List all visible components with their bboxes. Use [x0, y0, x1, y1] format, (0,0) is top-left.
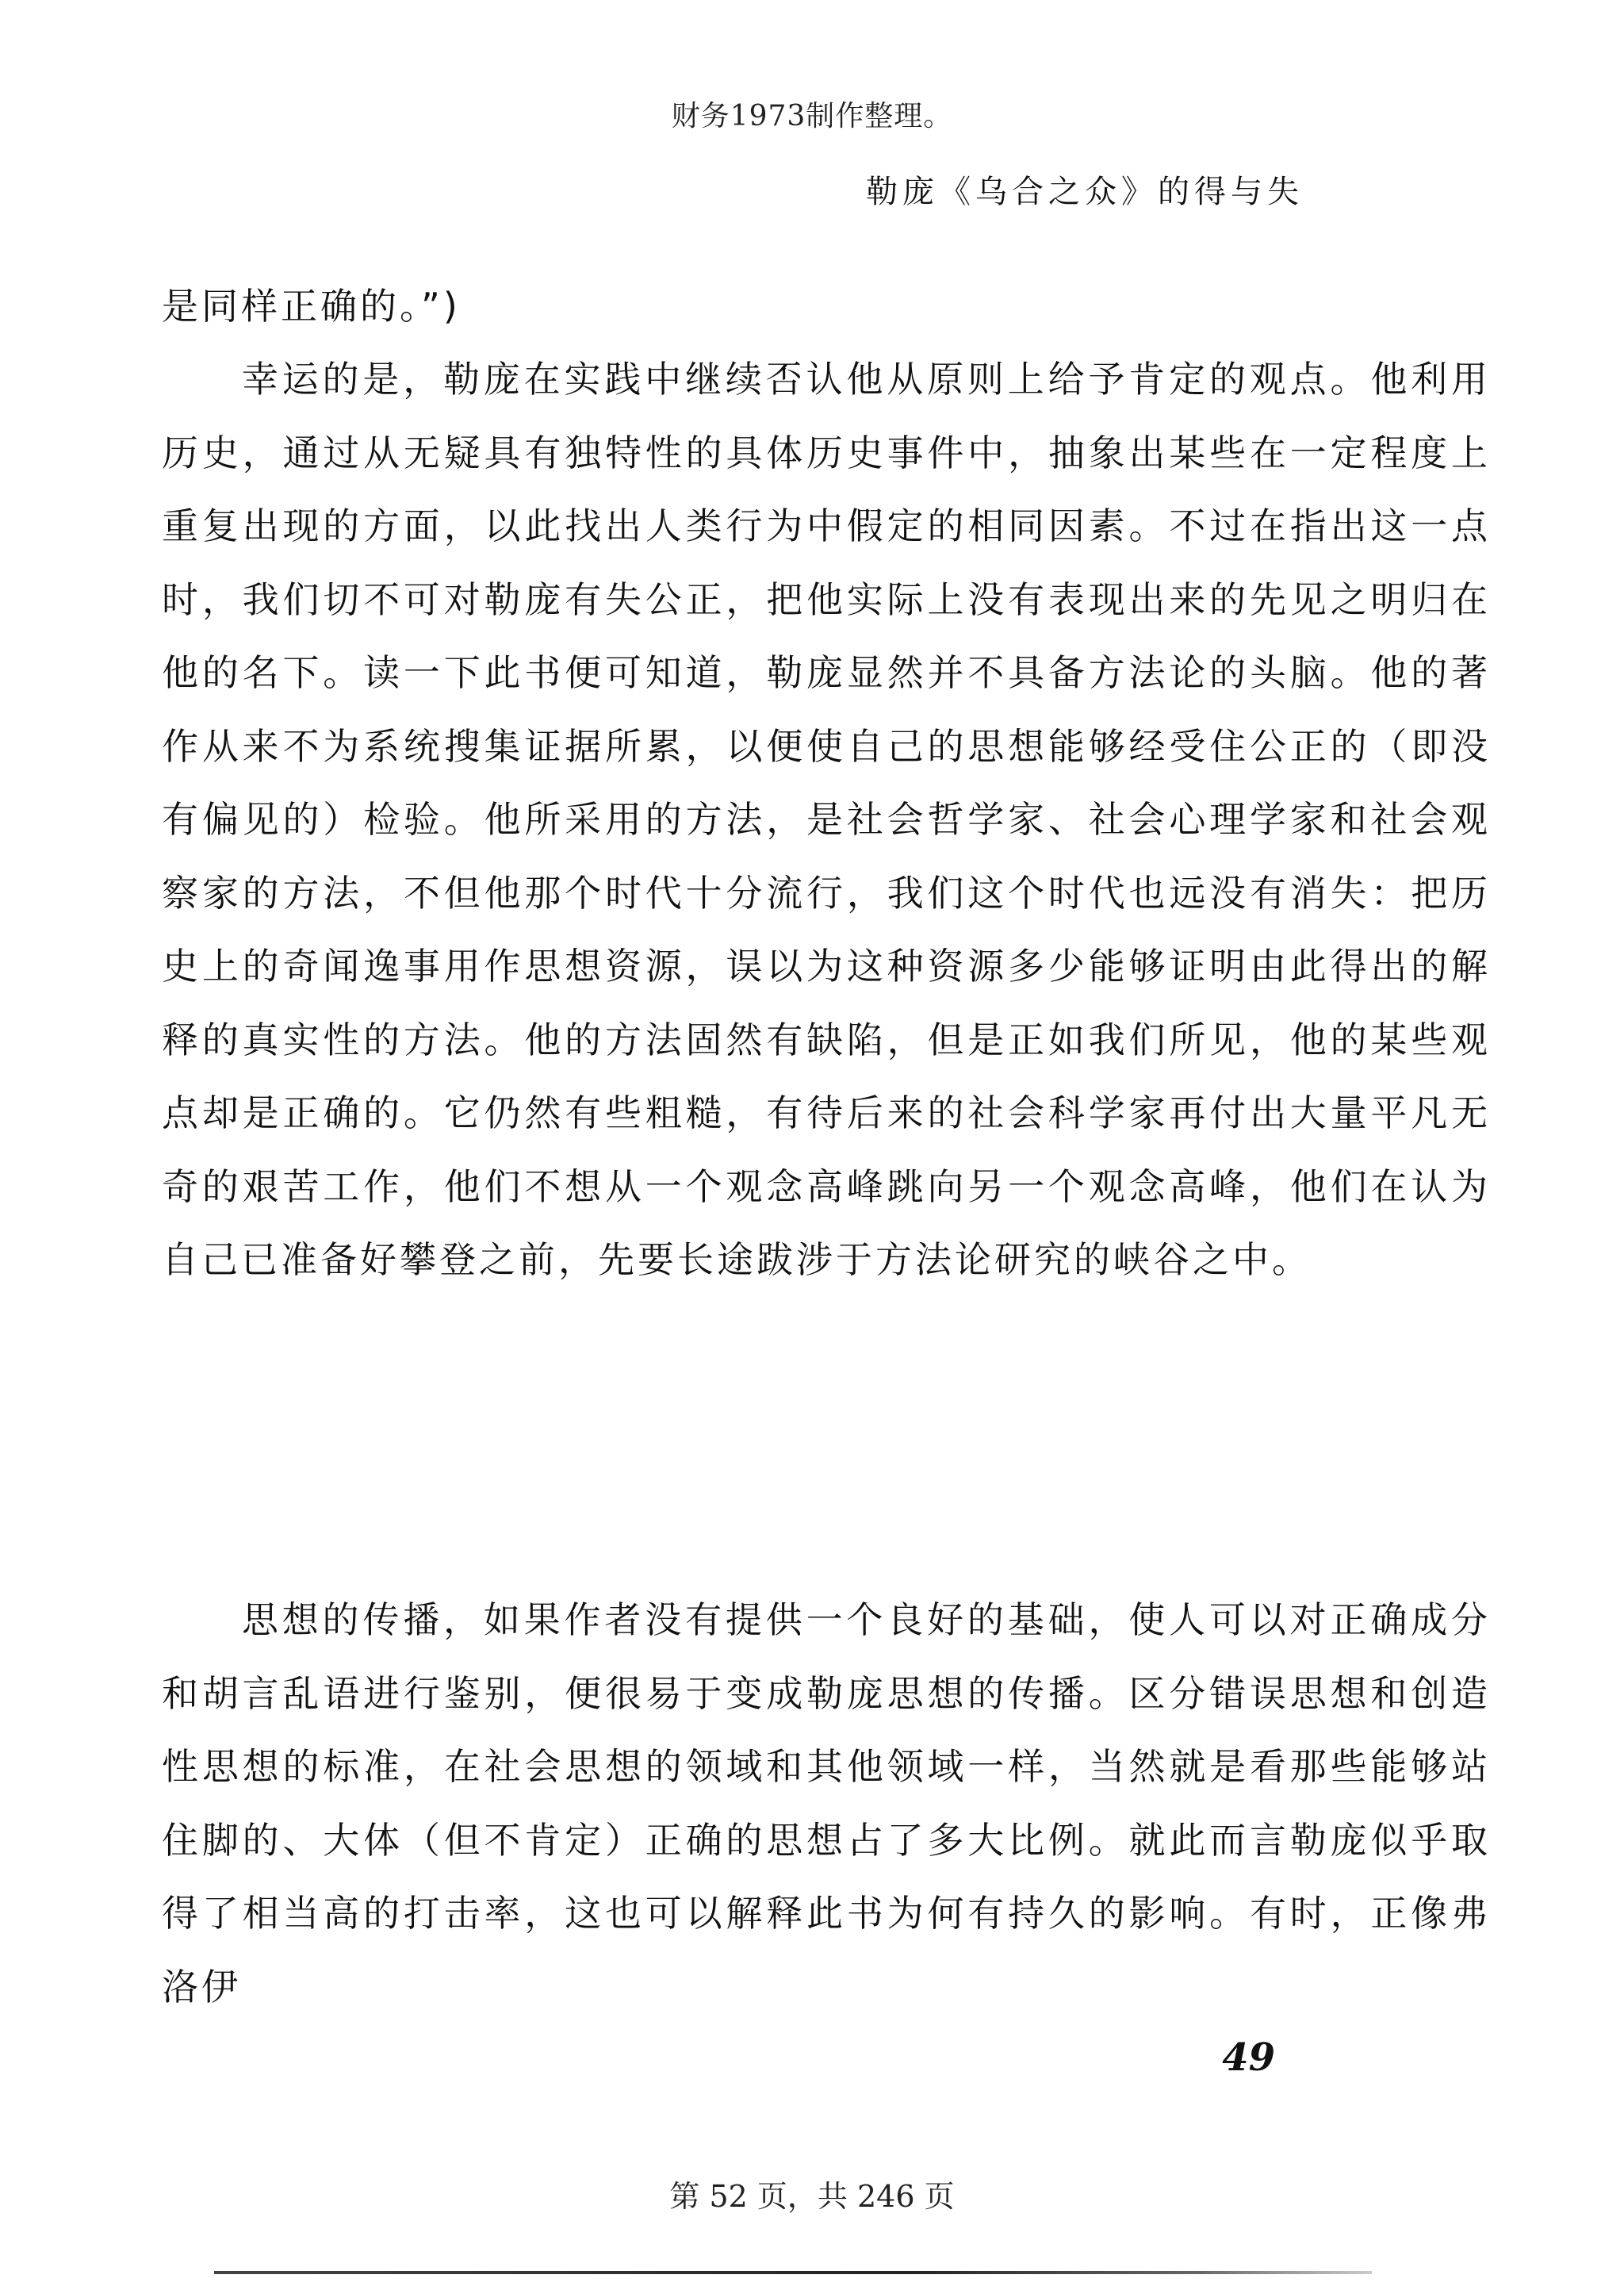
page-info: 第 52 页，共 246 页 [669, 2179, 955, 2214]
paragraph-continuation: 是同样正确的。”) [162, 285, 461, 328]
document-source-note: 财务1973制作整理。 [671, 100, 953, 132]
running-head: 勒庞《乌合之众》的得与失 [866, 174, 1304, 210]
footer-rule [214, 2271, 1372, 2274]
page-number: 49 [1222, 2035, 1275, 2080]
paragraph-main-text: 幸运的是，勒庞在实践中继续否认他从原则上给予肯定的观点。他利用历史，通过从无疑具有独特性的具体历史事件中，抽象出某些在一定程度上重复出现的方面，以此找出人类行为中假定的相同因素。不过在指出这一点时，我们切不可对勒庞有失公正，把他实际上没有表现出来的先见之明归在他的名下。读一下此书便可知道，勒庞显然并不具备方法论的头脑。他的著作从来不为系统搜集证据所累，以便使自己的思想能够经受住公正的（即没有偏见的）检验。他所采用的方法，是社会哲学家、社会心理学家和社会观察家的方法，不但他那个时代十分流行，我们这个时代也远没有消失：把历史上的奇闻逸事用作思想资源，误以为这种资源多少能够证明由此得出的解释的真实性的方法。他的方法固然有缺陷，但是正如我们所见，他的某些观点却是正确的。它仍然有些粗糙，有待后来的社会科学家再付出大量平凡无奇的艰苦工作，他们不想从一个观念高峰跳向另一个观念高峰，他们在认为自己已准备好攀登之前，先要长途跋涉于方法论研究的峡谷之中。 [162, 358, 1491, 1281]
paragraph-final [162, 1583, 1491, 2023]
paragraph-main [162, 343, 1491, 1297]
paragraph-final-text: 思想的传播，如果作者没有提供一个良好的基础，使人可以对正确成分和胡言乱语进行鉴别，便很易于变成勒庞思想的传播。区分错误思想和创造性思想的标准，在社会思想的领域和其他领域一样，当然就是看那些能够站住脚的、大体（但不肯定）正确的思想占了多大比例。就此而言勒庞似乎取得了相当高的打击率，这也可以解释此书为何有持久的影响。有时，正像弗洛伊 [162, 1598, 1491, 2008]
